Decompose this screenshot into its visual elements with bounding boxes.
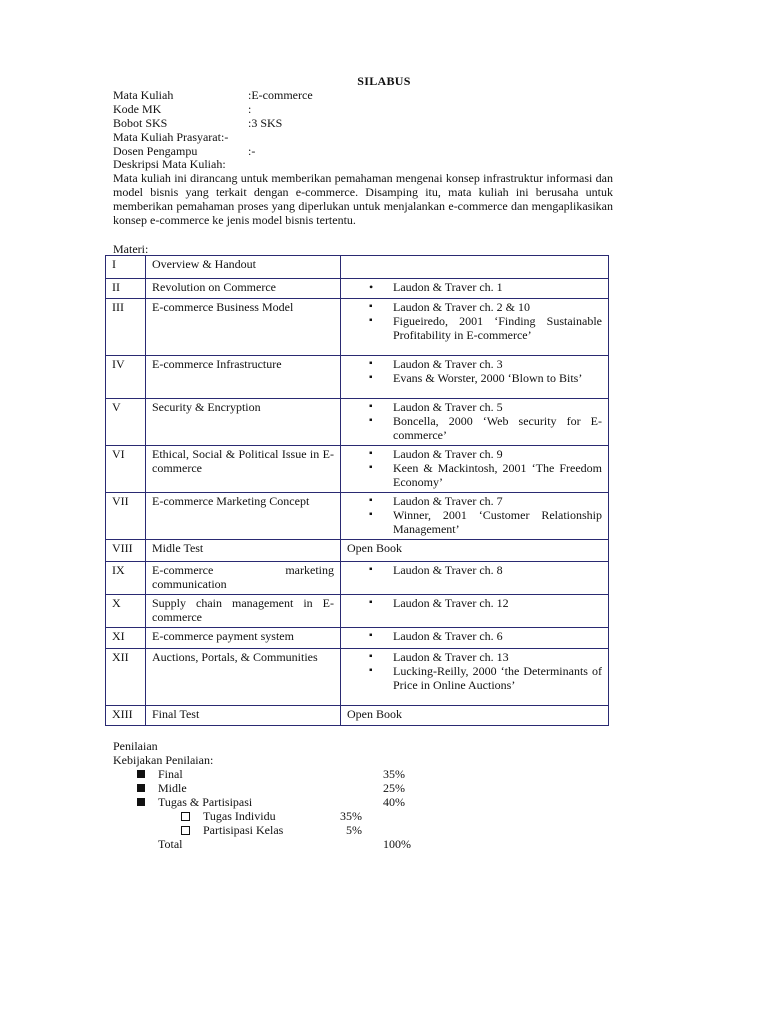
- info-row-prasyarat: [113, 130, 228, 144]
- info-value: -: [224, 130, 229, 144]
- materi-references: [341, 399, 609, 446]
- materi-topic: Overview & Handout: [146, 256, 341, 279]
- materi-references: [341, 446, 609, 493]
- materi-number: III: [106, 299, 146, 356]
- square-bullet-icon: ▪: [369, 372, 373, 383]
- materi-topic: E-commerce payment system: [146, 628, 341, 649]
- materi-topic: Supply chain management in E-commerce: [146, 595, 341, 628]
- grade-label: Tugas Individu: [203, 809, 276, 823]
- reference-text: Laudon & Traver ch. 7: [393, 494, 503, 508]
- filled-square-bullet-icon: [137, 770, 145, 778]
- reference-item: [347, 280, 602, 294]
- info-row-mata-kuliah: [113, 88, 313, 102]
- materi-topic: Security & Encryption: [146, 399, 341, 446]
- reference-item: [347, 357, 602, 371]
- square-bullet-icon: ▪: [369, 315, 373, 326]
- reference-text: Laudon & Traver ch. 2 & 10: [393, 300, 530, 314]
- materi-row: [106, 279, 609, 299]
- square-bullet-icon: ▪: [369, 462, 373, 473]
- info-separator: :: [248, 102, 252, 116]
- round-bullet-icon: •: [369, 280, 374, 294]
- reference-list: [347, 300, 602, 342]
- grade-value: 5%: [346, 823, 362, 837]
- grade-label: Final: [158, 767, 183, 781]
- description-label: Deskripsi Mata Kuliah:: [113, 157, 226, 171]
- reference-text: Laudon & Traver ch. 8: [393, 563, 503, 577]
- grade-row-tugas: [137, 795, 145, 809]
- reference-text: Lucking-Reilly, 2000 ‘the Determinants of Price in Online Auctions’: [393, 664, 602, 692]
- reference-item: [347, 664, 602, 692]
- materi-references: [341, 706, 609, 726]
- reference-text: Winner, 2001 ‘Customer Relationship Management’: [393, 508, 602, 536]
- materi-row: [106, 399, 609, 446]
- materi-references: [341, 595, 609, 628]
- materi-number: X: [106, 595, 146, 628]
- filled-square-bullet-icon: [137, 784, 145, 792]
- grade-total-value: 100%: [383, 837, 411, 851]
- materi-references: [341, 562, 609, 595]
- square-bullet-icon: ▪: [369, 597, 373, 608]
- reference-item: [347, 494, 602, 508]
- info-row-kode-mk: [113, 102, 251, 116]
- reference-item: [347, 650, 602, 664]
- info-separator: :: [248, 144, 252, 158]
- grade-total-label: Total: [158, 837, 183, 851]
- grade-label: Midle: [158, 781, 187, 795]
- grade-row-kelas: [181, 823, 190, 837]
- reference-list: [347, 447, 602, 489]
- description-text: Mata kuliah ini dirancang untuk memberikan pemahaman mengenai konsep infrastruktur informasi dan model bisnis yang terkait dengan e-commerce. Disamping itu, mata kuliah ini berusaha untuk memberikan pemahaman proses yang diperlukan untuk menjalankan e-commerce dan mengaplikasikan konsep e-commerce ke jenis model bisnis tertentu.: [113, 171, 613, 227]
- materi-topic: E-commerce marketing communication: [146, 562, 341, 595]
- materi-row: [106, 256, 609, 279]
- materi-number: II: [106, 279, 146, 299]
- materi-row: [106, 446, 609, 493]
- materi-references: [341, 299, 609, 356]
- reference-text: Evans & Worster, 2000 ‘Blown to Bits’: [393, 371, 583, 385]
- materi-number: IX: [106, 562, 146, 595]
- materi-references: [341, 628, 609, 649]
- materi-references: [341, 256, 609, 279]
- info-separator: :: [248, 88, 252, 102]
- info-label: Dosen Pengampu: [113, 144, 198, 158]
- materi-references: [341, 356, 609, 399]
- materi-table-body: [106, 256, 609, 726]
- info-label: Mata Kuliah Prasyarat: [113, 130, 221, 144]
- reference-text: Laudon & Traver ch. 9: [393, 447, 503, 461]
- materi-number: VII: [106, 493, 146, 540]
- materi-row: [106, 299, 609, 356]
- info-row-bobot-sks: [113, 116, 282, 130]
- materi-topic: E-commerce Business Model: [146, 299, 341, 356]
- reference-item: [347, 314, 602, 342]
- reference-item: [347, 461, 602, 489]
- kebijakan-heading: Kebijakan Penilaian:: [113, 753, 214, 767]
- penilaian-heading: Penilaian: [113, 739, 158, 753]
- grade-value: 35%: [340, 809, 362, 823]
- info-label: Mata Kuliah: [113, 88, 174, 102]
- info-separator: :: [248, 116, 252, 130]
- info-value: 3 SKS: [251, 116, 283, 130]
- reference-item: [347, 371, 602, 385]
- materi-row: [106, 493, 609, 540]
- reference-text: Laudon & Traver ch. 5: [393, 400, 503, 414]
- materi-row: [106, 595, 609, 628]
- materi-table: [105, 255, 609, 726]
- reference-list: [347, 400, 602, 442]
- grade-label: Tugas & Partisipasi: [158, 795, 253, 809]
- materi-number: I: [106, 256, 146, 279]
- materi-number: VIII: [106, 540, 146, 562]
- materi-number: XII: [106, 649, 146, 706]
- reference-item: [347, 629, 602, 643]
- materi-topic: Auctions, Portals, & Communities: [146, 649, 341, 706]
- square-bullet-icon: ▪: [369, 495, 373, 506]
- document-title: SILABUS: [357, 74, 411, 88]
- hollow-square-bullet-icon: [181, 812, 190, 821]
- grade-row-midle: [137, 781, 145, 795]
- filled-square-bullet-icon: [137, 798, 145, 806]
- materi-topic: Revolution on Commerce: [146, 279, 341, 299]
- info-label: Kode MK: [113, 102, 162, 116]
- materi-topic: Final Test: [146, 706, 341, 726]
- reference-item: [347, 400, 602, 414]
- reference-text: Keen & Mackintosh, 2001 ‘The Freedom Economy’: [393, 461, 602, 489]
- materi-number: V: [106, 399, 146, 446]
- grade-value: 40%: [383, 795, 405, 809]
- materi-number: XIII: [106, 706, 146, 726]
- reference-item: [347, 300, 602, 314]
- materi-references: [341, 493, 609, 540]
- reference-text: Figueiredo, 2001 ‘Finding Sustainable Profitability in E-commerce’: [393, 314, 602, 342]
- grade-value: 35%: [383, 767, 405, 781]
- reference-item: [347, 447, 602, 461]
- materi-number: XI: [106, 628, 146, 649]
- reference-list: [347, 357, 602, 385]
- square-bullet-icon: ▪: [369, 415, 373, 426]
- materi-references: [341, 279, 609, 299]
- materi-topic: E-commerce Infrastructure: [146, 356, 341, 399]
- info-value: E-commerce: [251, 88, 313, 102]
- materi-row: [106, 706, 609, 726]
- reference-item: [347, 508, 602, 536]
- grade-value: 25%: [383, 781, 405, 795]
- hollow-square-bullet-icon: [181, 826, 190, 835]
- square-bullet-icon: ▪: [369, 301, 373, 312]
- reference-list: [347, 629, 602, 643]
- reference-item: [347, 414, 602, 442]
- materi-number: VI: [106, 446, 146, 493]
- reference-text: Boncella, 2000 ‘Web security for E-commerce’: [393, 414, 602, 442]
- grade-label: Partisipasi Kelas: [203, 823, 284, 837]
- materi-references: [341, 540, 609, 562]
- grade-row-individu: [181, 809, 190, 823]
- materi-topic: Ethical, Social & Political Issue in E-commerce: [146, 446, 341, 493]
- square-bullet-icon: ▪: [369, 665, 373, 676]
- materi-row: [106, 562, 609, 595]
- grade-row-final: [137, 767, 145, 781]
- info-row-dosen: [113, 144, 255, 158]
- materi-references: [341, 649, 609, 706]
- square-bullet-icon: ▪: [369, 509, 373, 520]
- reference-item: [347, 596, 602, 610]
- reference-plain: Open Book: [347, 707, 402, 721]
- reference-list: [347, 596, 602, 610]
- square-bullet-icon: ▪: [369, 564, 373, 575]
- reference-text: Laudon & Traver ch. 12: [393, 596, 509, 610]
- reference-list: [347, 563, 602, 577]
- square-bullet-icon: ▪: [369, 358, 373, 369]
- square-bullet-icon: ▪: [369, 448, 373, 459]
- materi-label: Materi:: [113, 242, 149, 256]
- reference-list: [347, 280, 602, 294]
- materi-number: IV: [106, 356, 146, 399]
- reference-list: [347, 494, 602, 536]
- reference-text: Laudon & Traver ch. 6: [393, 629, 503, 643]
- reference-text: Laudon & Traver ch. 1: [393, 280, 503, 294]
- reference-text: Laudon & Traver ch. 3: [393, 357, 503, 371]
- info-separator: :: [220, 130, 225, 144]
- materi-topic: Midle Test: [146, 540, 341, 562]
- reference-list: [347, 650, 602, 692]
- reference-plain: Open Book: [347, 541, 402, 555]
- materi-topic: E-commerce Marketing Concept: [146, 493, 341, 540]
- square-bullet-icon: ▪: [369, 401, 373, 412]
- reference-item: [347, 563, 602, 577]
- info-label: Bobot SKS: [113, 116, 168, 130]
- materi-row: [106, 356, 609, 399]
- materi-row: [106, 628, 609, 649]
- reference-text: Laudon & Traver ch. 13: [393, 650, 509, 664]
- square-bullet-icon: ▪: [369, 651, 373, 662]
- materi-row: [106, 649, 609, 706]
- square-bullet-icon: ▪: [369, 630, 373, 641]
- info-value: -: [251, 144, 256, 158]
- materi-row: [106, 540, 609, 562]
